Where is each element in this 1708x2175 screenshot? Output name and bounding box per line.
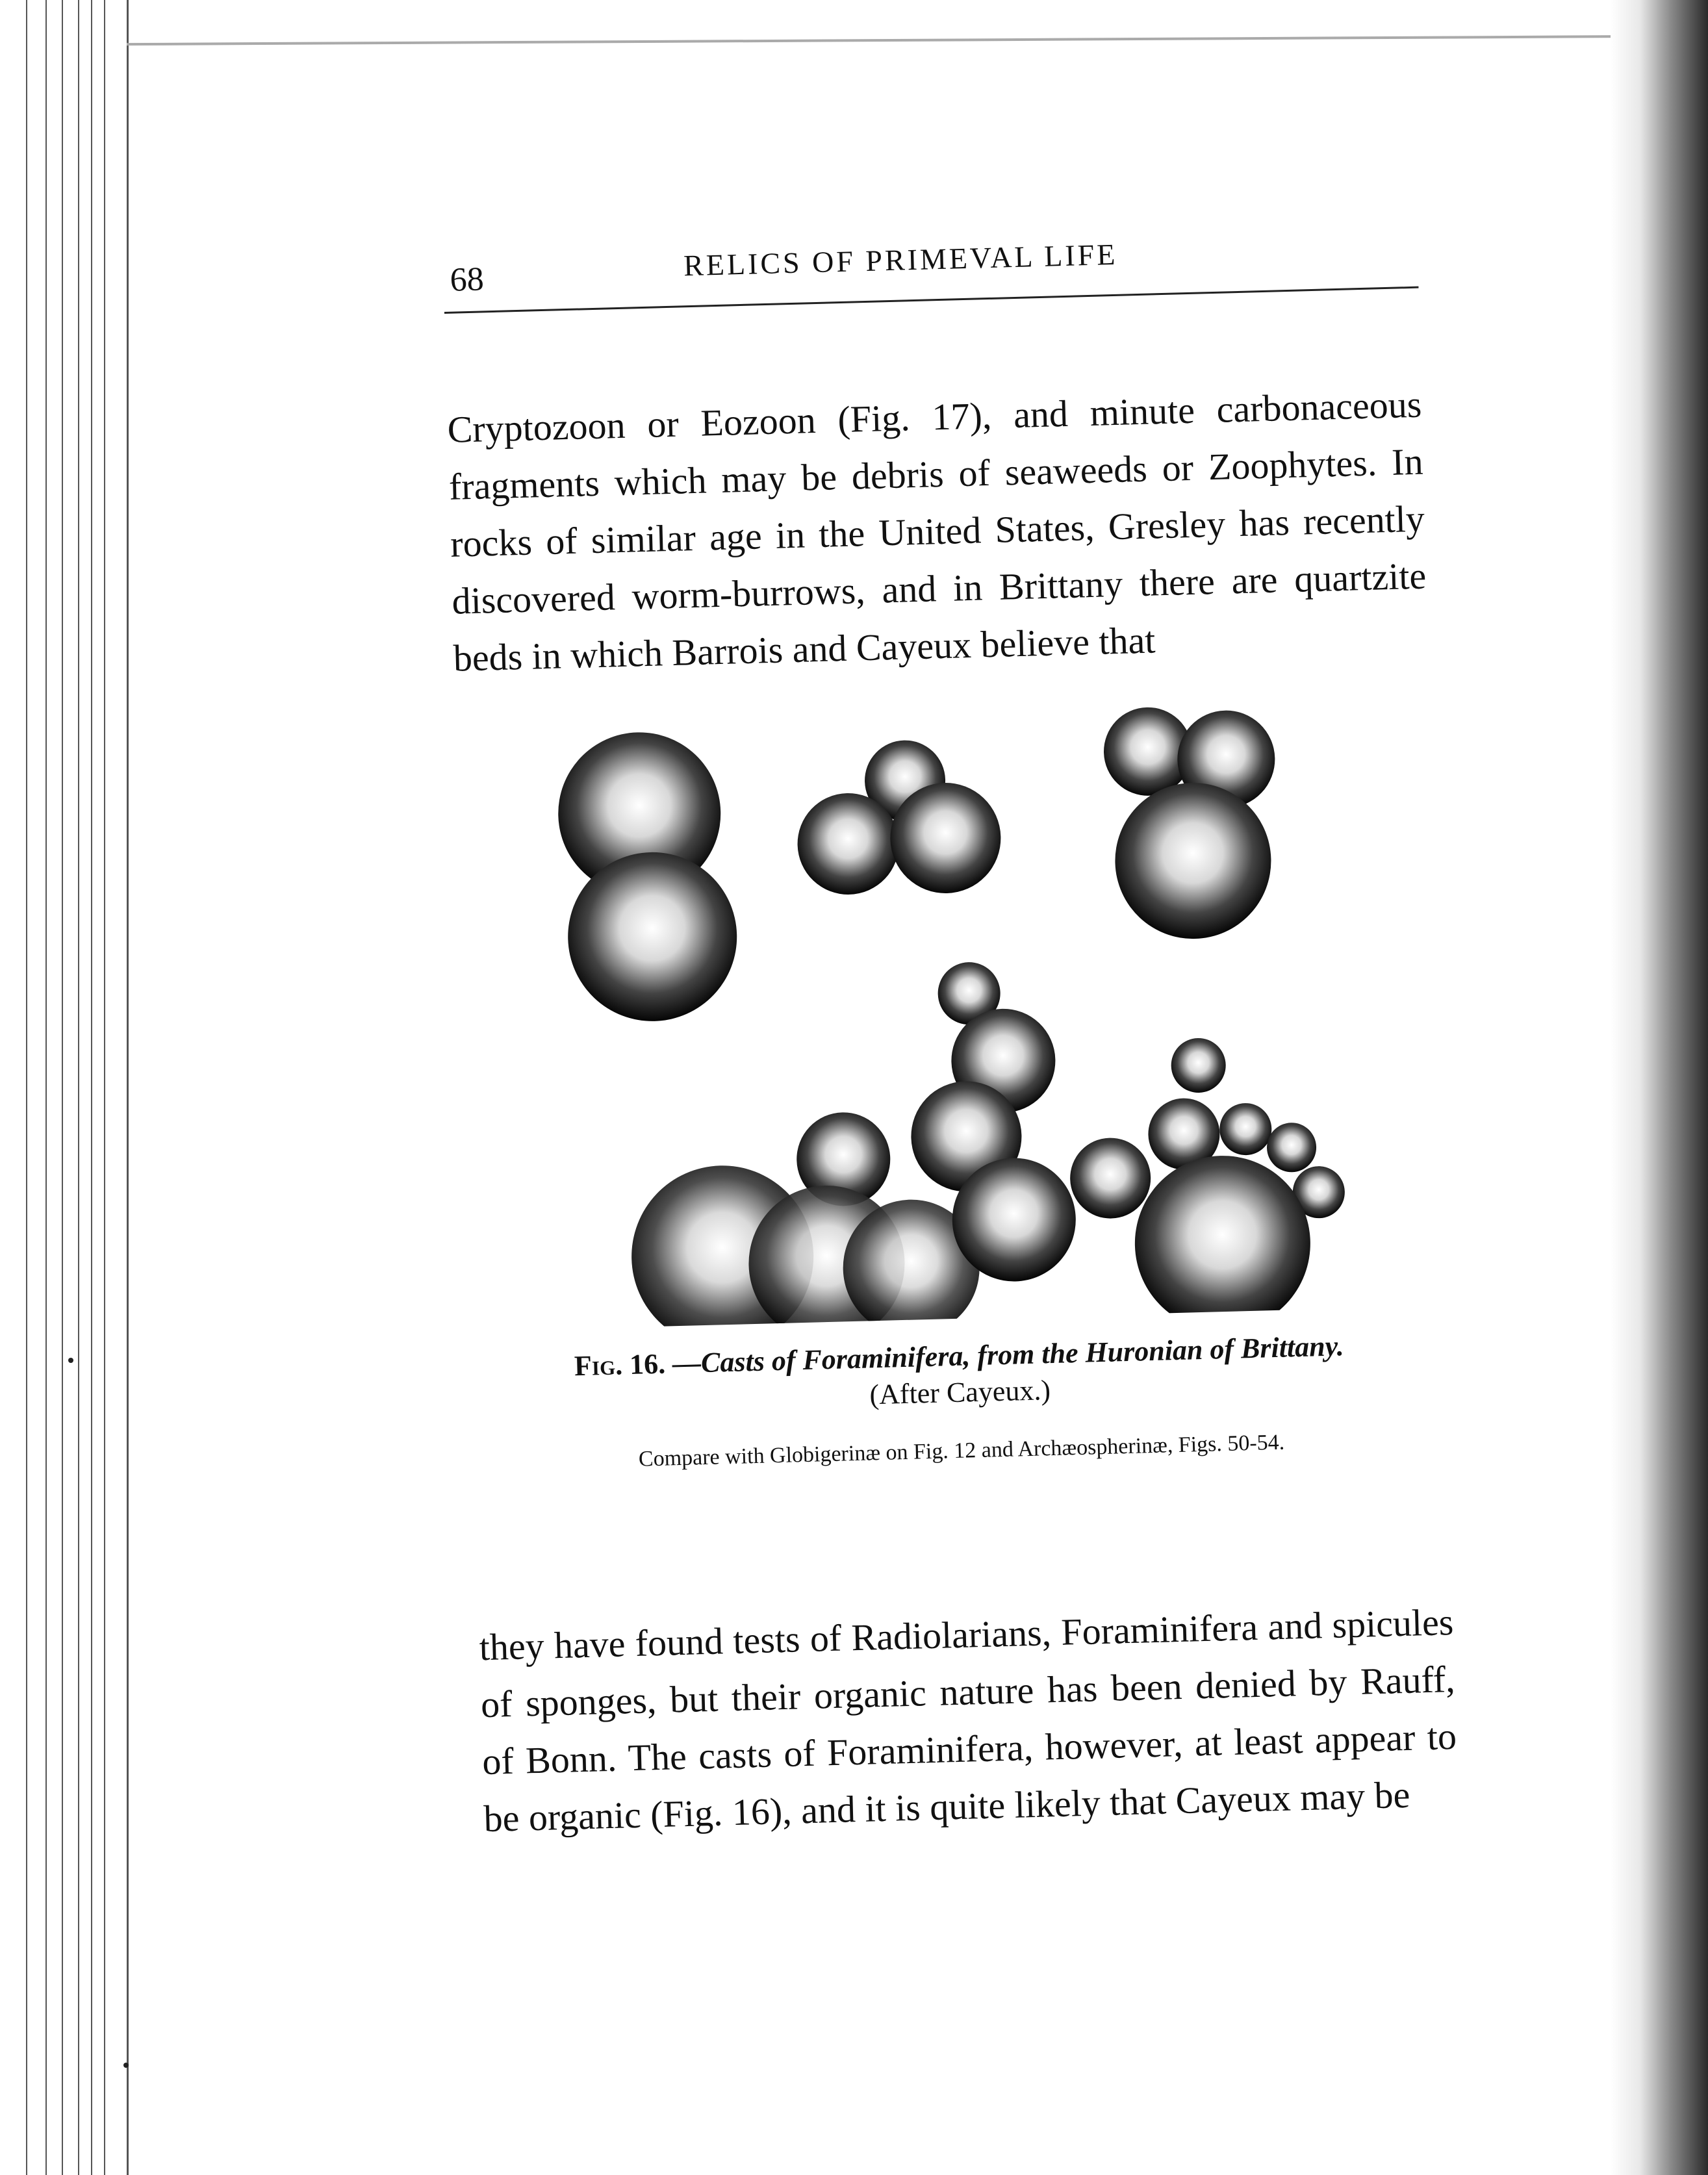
speck (123, 2063, 129, 2068)
cast-cluster (1103, 704, 1279, 941)
page-top-edge (127, 35, 1653, 45)
figure-title: —Casts of Foraminifera, from the Huronian of Brittany. (672, 1330, 1345, 1380)
foraminifera-illustration (533, 697, 1393, 1330)
figure-note: Compare with Globigerinæ on Fig. 12 and Archæospherinæ, Figs. 50-54. (638, 1430, 1285, 1471)
cast-cluster (556, 730, 739, 1024)
page-header (442, 189, 1418, 299)
cast-cluster (1067, 1034, 1349, 1329)
running-head: RELICS OF PRIMEVAL LIFE (683, 237, 1118, 283)
figure-attribution: (After Cayeux.) (869, 1374, 1051, 1411)
book-page-edges (0, 0, 143, 2175)
body-paragraph: they have found tests of Radiolarians, Foraminifera and spicules of sponges, but their organic nature has been denied by Rauff, of Bonn. The casts of Foraminifera, however, at least appear to be organic (Fig. 16), and it is quite likely that Cayeux may be (478, 1600, 1457, 1840)
header-rule (444, 286, 1419, 314)
figure-label: Fig. 16. (574, 1347, 666, 1382)
binding-shadow (1611, 0, 1708, 2175)
figure-foraminifera-casts (533, 697, 1393, 1330)
cast-cluster (795, 738, 1002, 897)
page-number: 68 (449, 261, 485, 299)
speck (68, 1358, 73, 1363)
page-content (442, 188, 1481, 1935)
body-paragraph: Cryptozoon or Eozoon (Fig. 17), and minute carbonaceous fragments which may be debris of seaweeds or Zoophytes. In rocks of similar age in the United States, Gresley has recently discovered worm-burrows, and in Brittany there are quartzite beds in which Barrois and Cayeux believe that (446, 383, 1427, 680)
